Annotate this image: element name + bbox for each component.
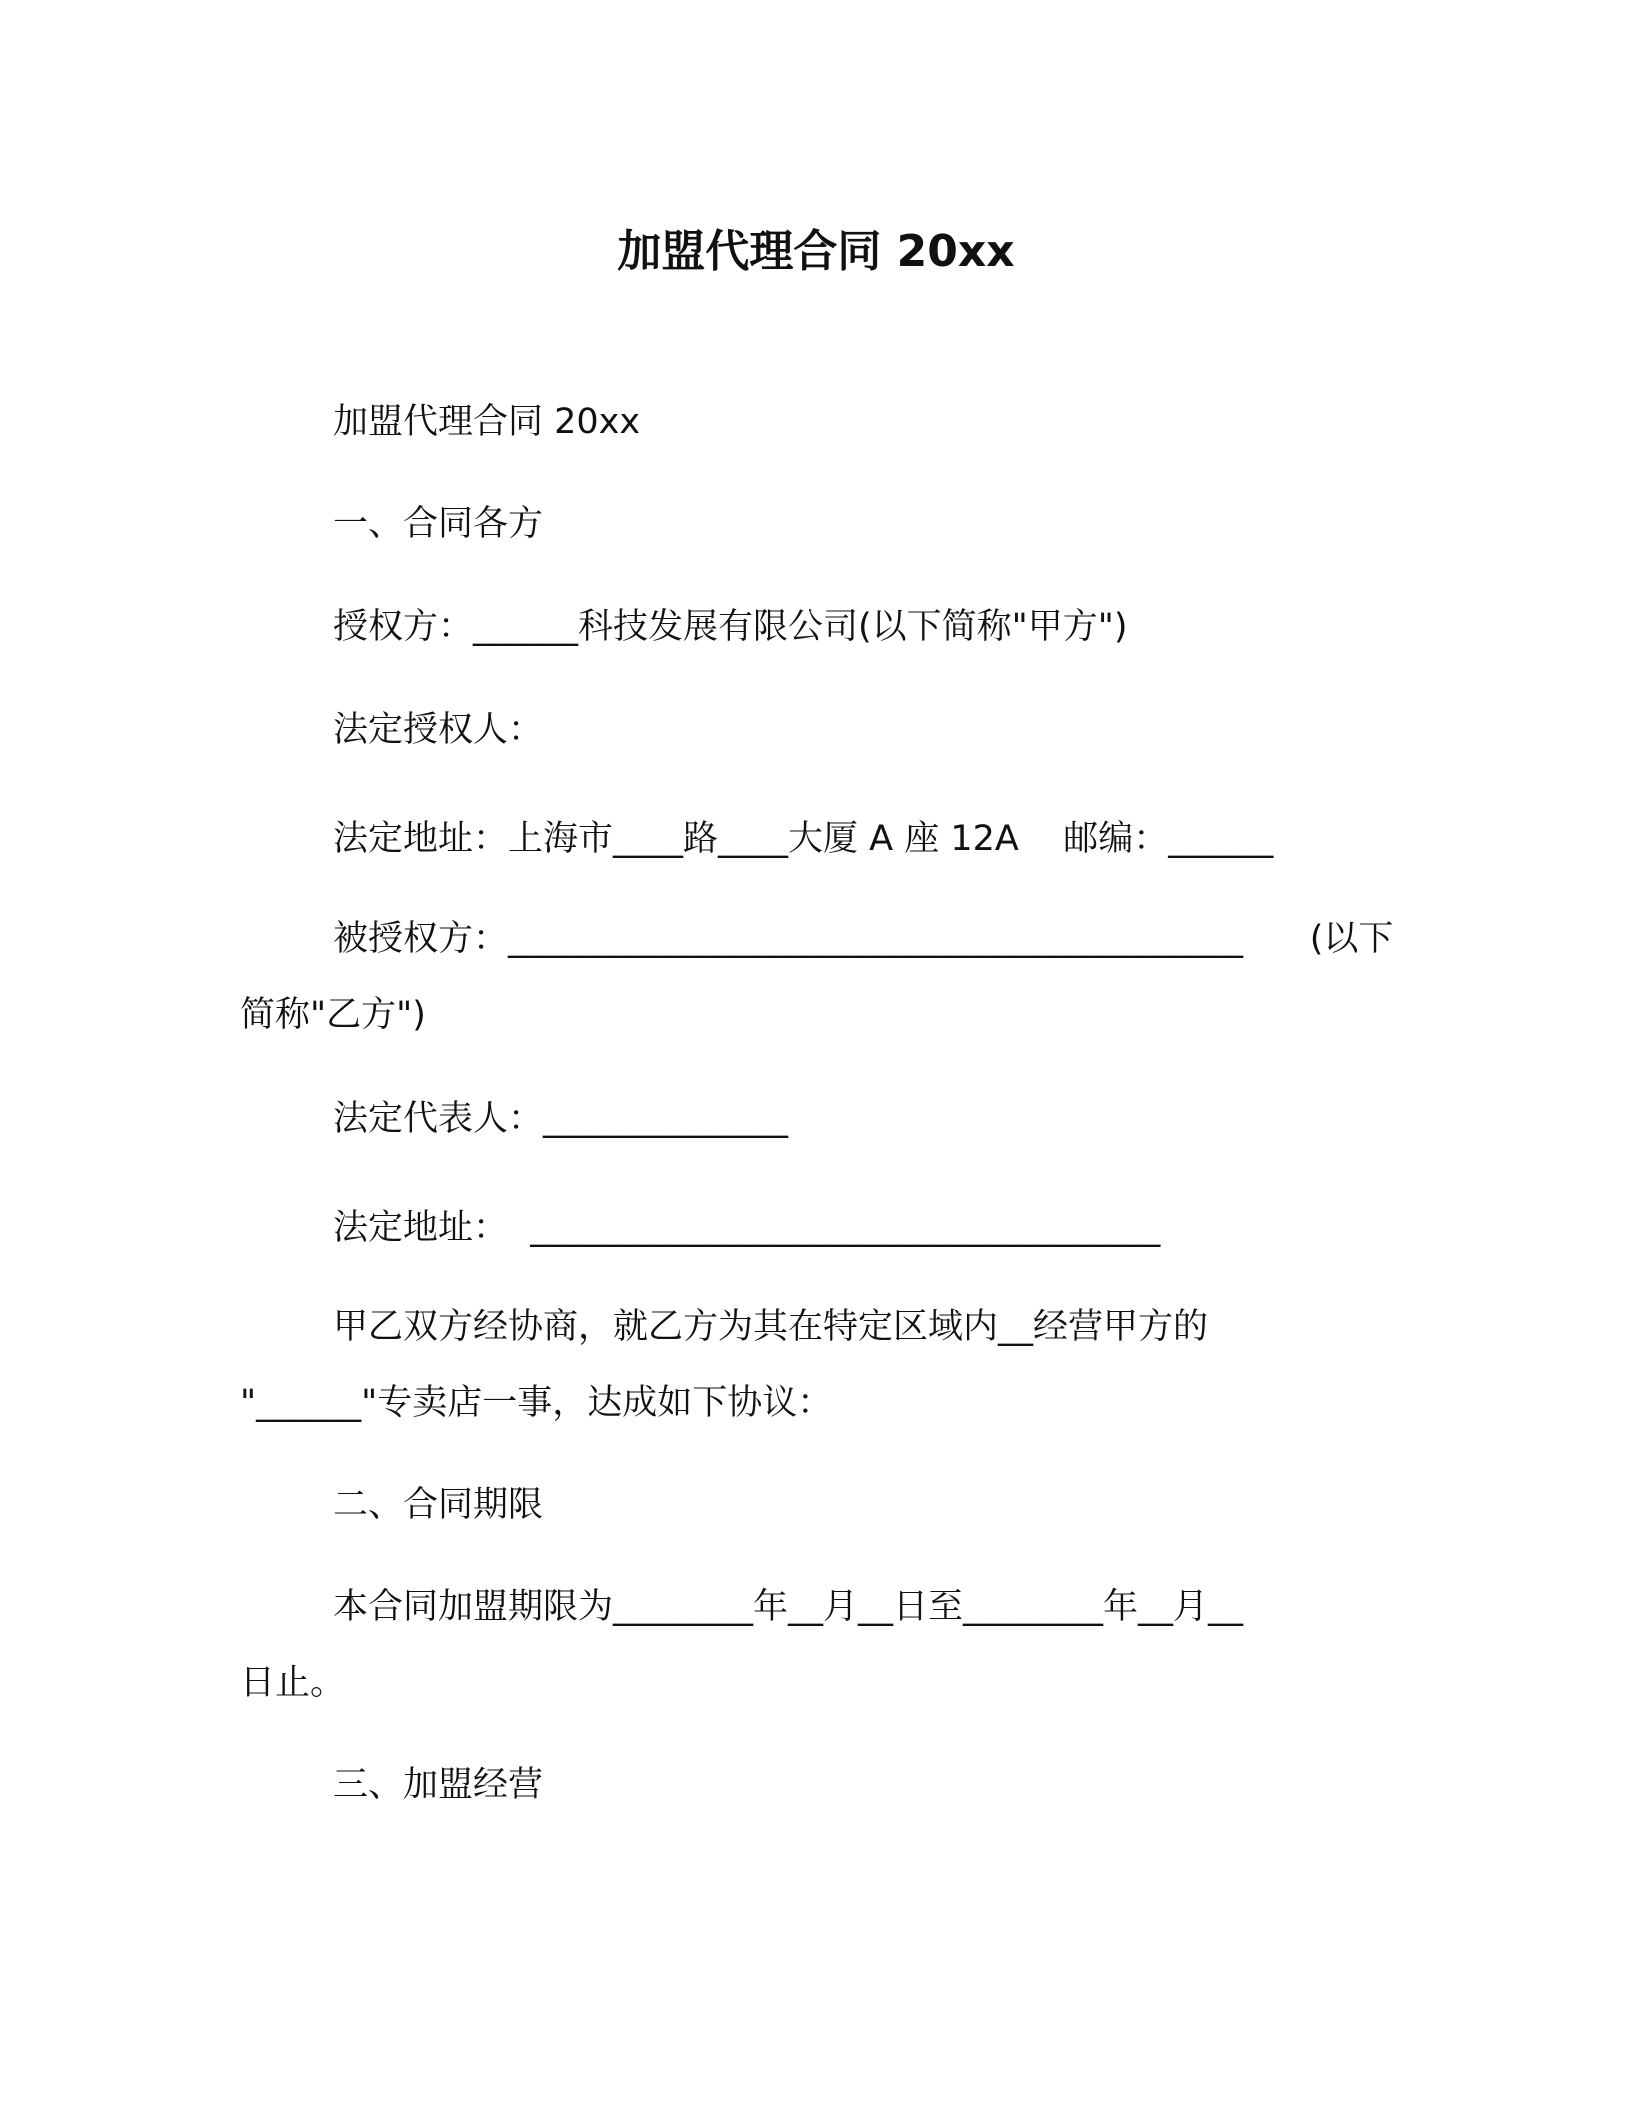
- document-subtitle: 加盟代理合同 20xx: [333, 402, 641, 442]
- term-paragraph-line2: 日止。: [240, 1663, 346, 1703]
- agreement-paragraph-line2: "______"专卖店一事，达成如下协议：: [240, 1383, 833, 1423]
- grantee-address-line: 法定地址： ____________________________________: [333, 1208, 1161, 1248]
- document-title: 加盟代理合同 20xx: [617, 226, 1015, 277]
- section-heading-franchise: 三、加盟经营: [333, 1765, 544, 1805]
- term-paragraph-line1: 本合同加盟期限为________年__月__日至________年__月__: [333, 1587, 1244, 1627]
- grantee-line: 被授权方：__________________________________________ (以下: [333, 919, 1394, 959]
- section-heading-term: 二、合同期限: [333, 1485, 544, 1525]
- grantee-line-continued: 简称"乙方"): [240, 995, 426, 1035]
- legal-authorizer-line: 法定授权人：: [333, 710, 544, 750]
- legal-representative-line: 法定代表人：______________: [333, 1099, 789, 1139]
- agreement-paragraph-line1: 甲乙双方经协商，就乙方为其在特定区域内__经营甲方的: [333, 1307, 1209, 1347]
- grantor-address-line: 法定地址：上海市____路____大厦 A 座 12A 邮编：______: [333, 819, 1274, 859]
- grantor-line: 授权方：______科技发展有限公司(以下简称"甲方"): [333, 607, 1128, 647]
- section-heading-parties: 一、合同各方: [333, 504, 544, 544]
